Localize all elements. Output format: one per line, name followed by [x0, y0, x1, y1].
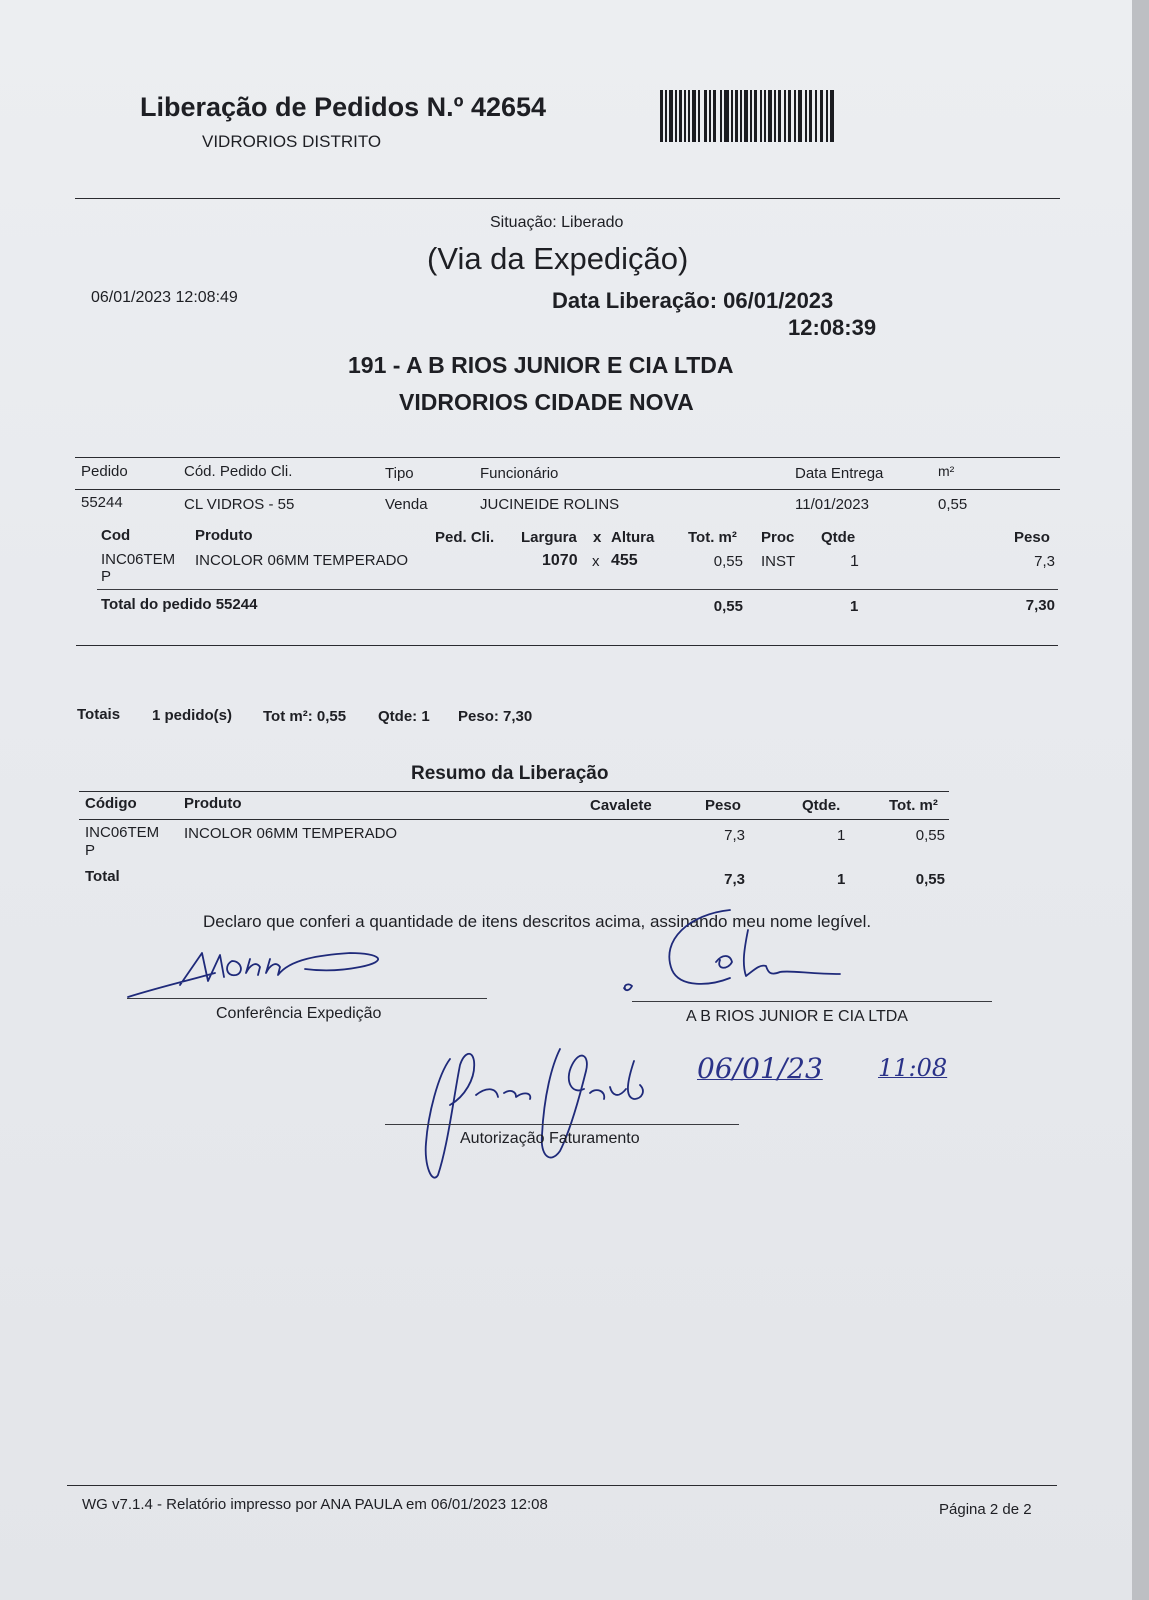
resumo-col-produto: Produto: [184, 795, 242, 812]
item-qtde: 1: [850, 553, 859, 570]
resumo-total-tot-m2: 0,55: [915, 871, 945, 888]
totais-pedidos: 1 pedido(s): [152, 707, 233, 724]
client-name: 191 - A B RIOS JUNIOR E CIA LTDA: [348, 352, 734, 378]
totais-m2: Tot m²: 0,55: [263, 708, 347, 725]
item-cod-line2: P: [101, 568, 112, 585]
item-altura: 455: [611, 552, 638, 569]
order-total-m2: 0,55: [713, 598, 743, 615]
item-largura: 1070: [542, 552, 578, 569]
footer-rule: [67, 1485, 1057, 1486]
footer-page-number: Página 2 de 2: [939, 1501, 1032, 1518]
col-cod-pedido-cli: Cód. Pedido Cli.: [184, 463, 293, 480]
resumo-col-cavalete: Cavalete: [590, 797, 652, 814]
order-pedido: 55244: [81, 494, 123, 511]
item-col-qtde: Qtde: [821, 529, 856, 546]
company-name: VIDRORIOS DISTRITO: [202, 132, 382, 151]
order-table-top-rule: [75, 457, 1060, 458]
resumo-col-qtde: Qtde.: [802, 797, 841, 814]
order-table-bottom-rule: [76, 645, 1058, 646]
handwritten-date: 06/01/23: [697, 1052, 823, 1085]
item-col-largura: Largura: [521, 529, 577, 546]
resumo-header-rule: [79, 819, 949, 820]
resumo-qtde: 1: [837, 827, 846, 844]
item-col-x: x: [593, 529, 602, 546]
order-tipo: Venda: [385, 496, 428, 513]
item-x: x: [592, 553, 600, 570]
order-total-peso: 7,30: [1025, 597, 1055, 614]
totais-peso: Peso: 7,30: [458, 708, 533, 725]
order-cod-pedido-cli: CL VIDROS - 55: [184, 496, 295, 513]
hora-liberacao: 12:08:39: [788, 315, 877, 340]
handwritten-time: 11:08: [878, 1054, 948, 1082]
col-data-entrega: Data Entrega: [795, 465, 884, 482]
resumo-total-peso: 7,3: [724, 871, 745, 888]
item-col-proc: Proc: [761, 529, 795, 546]
resumo-total-label: Total: [85, 868, 120, 885]
item-col-ped-cli: Ped. Cli.: [435, 529, 495, 546]
order-m2: 0,55: [938, 496, 968, 513]
resumo-col-tot-m2: Tot. m²: [889, 797, 938, 814]
resumo-produto: INCOLOR 06MM TEMPERADO: [184, 825, 398, 842]
resumo-total-qtde: 1: [837, 871, 846, 888]
resumo-col-peso: Peso: [705, 797, 741, 814]
resumo-tot-m2: 0,55: [915, 827, 945, 844]
col-funcionario: Funcionário: [480, 465, 559, 482]
item-cod-line1: INC06TEM: [101, 551, 176, 568]
via-label: (Via da Expedição): [427, 241, 689, 276]
background-edge: [1132, 0, 1149, 1600]
totais-label: Totais: [77, 706, 121, 723]
conferencia-label: Conferência Expedição: [216, 1005, 382, 1022]
header-divider: [75, 198, 1060, 199]
resumo-codigo-line1: INC06TEM: [85, 824, 160, 841]
item-col-cod: Cod: [101, 527, 131, 544]
barcode-icon: [660, 90, 835, 142]
situacao-status: Situação: Liberado: [490, 214, 624, 231]
col-pedido: Pedido: [81, 463, 128, 480]
resumo-codigo-line2: P: [85, 842, 96, 859]
order-total-qtde: 1: [850, 598, 859, 615]
signature-conferencia: [120, 945, 400, 1005]
item-col-tot-m2: Tot. m²: [688, 529, 737, 546]
conferencia-signature-line: [127, 998, 487, 999]
item-col-peso: Peso: [1014, 529, 1050, 546]
order-funcionario: JUCINEIDE ROLINS: [480, 496, 620, 513]
resumo-peso: 7,3: [724, 827, 745, 844]
order-total-label: Total do pedido 55244: [101, 596, 258, 613]
print-timestamp: 06/01/2023 12:08:49: [91, 289, 238, 306]
item-tot-m2: 0,55: [713, 553, 743, 570]
item-col-produto: Produto: [195, 527, 253, 544]
autorizacao-label: Autorização Faturamento: [460, 1130, 640, 1147]
order-data-entrega: 11/01/2023: [795, 496, 869, 513]
signature-autorizacao: [420, 1035, 660, 1185]
item-peso: 7,3: [1034, 553, 1055, 570]
cliente-label: A B RIOS JUNIOR E CIA LTDA: [686, 1008, 908, 1025]
data-liberacao: Data Liberação: 06/01/2023: [552, 288, 834, 313]
autorizacao-signature-line: [385, 1124, 739, 1125]
resumo-col-codigo: Código: [85, 795, 137, 812]
col-tipo: Tipo: [385, 465, 414, 482]
signature-cliente: [620, 900, 880, 1005]
document-title: Liberação de Pedidos N.º 42654: [140, 92, 547, 122]
totais-qtde: Qtde: 1: [378, 708, 430, 725]
footer-printed-by: WG v7.1.4 - Relatório impresso por ANA PAULA em 06/01/2023 12:08: [82, 1496, 548, 1513]
col-m2: m²: [938, 463, 955, 479]
item-col-altura: Altura: [611, 529, 655, 546]
item-total-rule: [97, 589, 1058, 590]
declaration-text: Declaro que conferi a quantidade de itens descritos acima, assinando meu nome legível.: [203, 912, 872, 931]
resumo-top-rule: [79, 791, 949, 792]
item-produto: INCOLOR 06MM TEMPERADO: [195, 552, 409, 569]
client-store: VIDRORIOS CIDADE NOVA: [399, 389, 694, 415]
order-header-rule: [75, 489, 1060, 490]
item-proc: INST: [761, 553, 796, 570]
resumo-title: Resumo da Liberação: [411, 763, 609, 784]
cliente-signature-line: [632, 1001, 992, 1002]
